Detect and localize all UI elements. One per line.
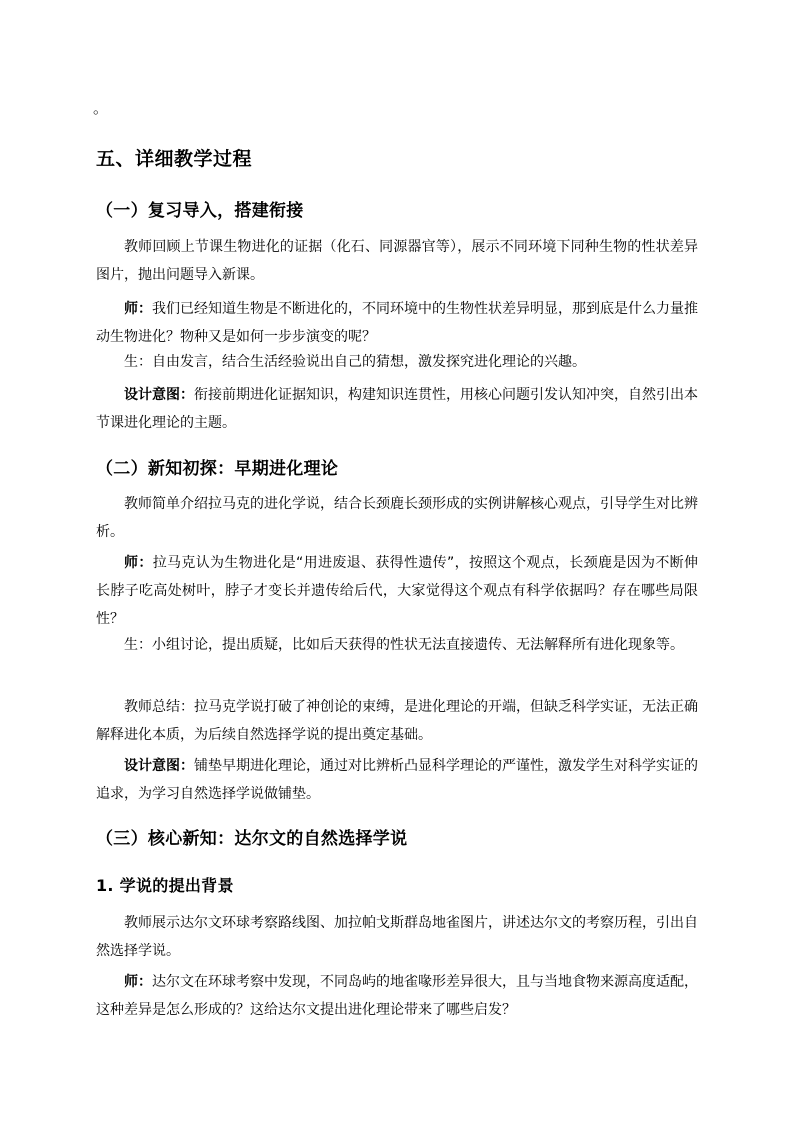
part1-intro: 教师回顾上节课生物进化的证据（化石、同源器官等），展示不同环境下同种生物的性状差异图片，抛出问题导入新课。 [96, 239, 698, 283]
teacher-label: 师： [124, 555, 153, 571]
student-label: 生： [124, 354, 152, 370]
part2-intro: 教师简单介绍拉马克的进化学说，结合长颈鹿长颈形成的实例讲解核心观点，引导学生对比辨析。 [96, 496, 698, 540]
part2-student-line [96, 631, 698, 659]
teacher-text: 达尔文在环球考察中发现，不同岛屿的地雀喙形差异很大，且与当地食物来源高度适配，这种差异是怎么形成的？这给达尔文提出进化理论带来了哪些启发？ [96, 974, 698, 1018]
design-text: 衔接前期进化证据知识，构建知识连贯性，用核心问题引发认知冲突，自然引出本节课进化理论的主题。 [96, 387, 698, 431]
design-label: 设计意图： [124, 387, 194, 403]
part3-teacher-line [96, 968, 698, 1024]
student-text: 小组讨论，提出质疑，比如后天获得的性状无法直接遗传、无法解释所有进化现象等。 [152, 637, 684, 653]
part3-sub1-heading: 1. 学说的提出背景 [96, 876, 234, 895]
student-text: 自由发言，结合生活经验说出自己的猜想，激发探究进化理论的兴趣。 [152, 354, 586, 370]
teacher-label: 师： [124, 974, 152, 990]
part2-summary: 教师总结：拉马克学说打破了神创论的束缚，是进化理论的开端，但缺乏科学实证，无法正确解释进化本质，为后续自然选择学说的提出奠定基础。 [96, 699, 698, 743]
part1-heading: （一）复习导入，搭建衔接 [96, 201, 304, 221]
part3-heading: （三）核心新知：达尔文的自然选择学说 [96, 829, 408, 849]
part1-teacher-line [96, 295, 698, 351]
design-text: 铺垫早期进化理论，通过对比辨析凸显科学理论的严谨性，激发学生对科学实证的追求，为学习自然选择学说做铺垫。 [96, 758, 698, 802]
part2-design-intent [96, 752, 698, 808]
stray-punctuation: 。 [93, 99, 109, 117]
teacher-text: 拉马克认为生物进化是“用进废退、获得性遗传”，按照这个观点，长颈鹿是因为不断伸长脖子吃高处树叶，脖子才变长并遗传给后代，大家觉得这个观点有科学依据吗？存在哪些局限性？ [96, 555, 699, 627]
teacher-text: 我们已经知道生物是不断进化的，不同环境中的生物性状差异明显，那到底是什么力量推动生物进化？物种又是如何一步步演变的呢？ [96, 301, 698, 345]
design-label: 设计意图： [124, 758, 194, 774]
teacher-label: 师： [124, 301, 152, 317]
student-label: 生： [124, 637, 152, 653]
part2-teacher-line [96, 549, 698, 633]
section-title: 五、详细教学过程 [96, 148, 253, 170]
part2-heading: （二）新知初探：早期进化理论 [96, 459, 339, 479]
part3-intro: 教师展示达尔文环球考察路线图、加拉帕戈斯群岛地雀图片，讲述达尔文的考察历程，引出自然选择学说。 [96, 915, 698, 959]
part1-design-intent [96, 381, 698, 437]
part1-student-line [96, 348, 698, 376]
